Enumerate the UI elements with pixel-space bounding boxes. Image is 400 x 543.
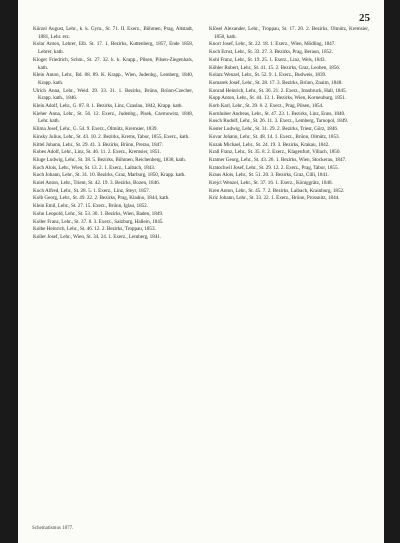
register-entry: Kobes Adolf, Lehr., Linz, St. 46. 11. 2. Exerz., Kremsier, 1851. — [33, 149, 162, 156]
register-entry: Kolb Georg, Lehr., St. 49. 22. 2. Bezirks, Prag, Kladno, 1844, kath. — [33, 195, 170, 202]
register-entry: Kniel Anton, Lehr., Trient, St. 42. 19. 3. Bezirks, Bozen, 1846. — [33, 180, 160, 187]
register-entry: Krall Franz, Lehr., St. 35. 8. 2. Exerz., Klagenfurt, Villach, 1850. — [209, 149, 341, 156]
register-entry: Kieher Anna, Lehr., St. 56. 12. Exerz., Judenbg., Pisek, Czernowitz, 1848, Lehr. kath. — [33, 110, 193, 125]
register-entry: Korb Karl, Lehr., St. 39. 6. 2. Exerz., Prag, Pilsen, 1854. — [209, 103, 324, 110]
register-entry: Kramer Georg, Lehr., St. 43. 26. 1. Bezirks, Wien, Stockerau, 1847. — [209, 156, 347, 163]
scan-border — [384, 0, 400, 543]
register-entry: Ulrich Anna, Lehr., Weid. 29. 33. 31. 1. Bezirks, Brünn, Brünn-Czecher, Krapp. kath., 1846. — [33, 87, 193, 102]
register-entry: Kohn Leopold, Lehr., St. 53. 30. 1. Bezirks, Wien, Baden, 1849. — [33, 210, 164, 217]
page-number: 25 — [359, 12, 370, 24]
right-column — [209, 26, 369, 242]
register-entry: Konrad Heinrich, Lehr., St. 36. 21. 2. Exerz., Innsbruck, Hall, 1845. — [209, 87, 347, 94]
page-footer: Schematismus 1877. — [32, 526, 74, 531]
register-entry: Kohl Franz, Lehr., St. 19. 25. 1. Exerz., Linz, Wels, 1843. — [209, 56, 326, 63]
register-entry: Kren Anton, Lehr., St. 45. 7. 2. Bezirks, Laibach, Krainburg, 1852. — [209, 187, 345, 194]
register-entry: Koller Josef, Lehr., Wien, St. 34. 24. 1. Exerz., Lemberg, 1841. — [33, 233, 162, 240]
register-entry: Kittel Johann, Lehr., St. 29. 41. 3. Bezirks, Brünn, Prerau, 1847. — [33, 141, 163, 148]
register-entry: Koch Johann, Lehr., St. 31. 10. Bezirks, Graz, Marburg, 1850, Krapp. kath. — [33, 172, 186, 179]
register-entry: Köhler Robert, Lehr., St. 41. 15. 2. Bezirks, Graz, Leoben, 1856. — [209, 64, 341, 71]
register-entry: Kratochwil Josef, Lehr., St. 29. 12. 2. Exerz., Prag, Tabor, 1855. — [209, 164, 339, 171]
register-entry: Kürzel August, Lehr., k. k. Gym., St. 71. II. Exerz., Böhmen, Prag, Altstadt, 1881, Lehr. erz. — [33, 26, 193, 40]
register-entry: Kluge Ludwig, Lehr., St. 38. 5. Bezirks, Böhmen, Reichenberg, 1838, kath. — [33, 156, 186, 163]
register-entry: Kolbe Heinrich, Lehr., St. 46. 12. 2. Bezirks, Troppau, 1853. — [33, 226, 156, 233]
document-page — [18, 0, 384, 543]
register-entry: Kriz Johann, Lehr., St. 33. 22. 1. Exerz., Brünn, Prossnitz, 1844. — [209, 195, 340, 202]
left-column — [33, 26, 193, 242]
register-entry: Klösel Alexander, Lehr., Troppau, St. 17. 20. 2. Bezirks, Olmütz, Kremsier, 1850, kath. — [209, 26, 369, 40]
register-entry: Kosch Rudolf, Lehr., St. 26. 11. 3. Exerz., Lemberg, Tarnopol, 1849. — [209, 118, 349, 125]
register-entry: Koster Ludwig, Lehr., St. 31. 29. 2. Bezirks, Triest, Görz, 1846. — [209, 126, 339, 133]
columns-container — [33, 26, 369, 242]
register-entry: Klein Emil, Lehr., St. 27. 15. Exerz., Brünn, Iglau, 1852. — [33, 203, 148, 210]
register-entry: Kraus Alois, Lehr., St. 51. 20. 3. Bezirks, Graz, Cilli, 1841. — [209, 172, 329, 179]
register-entry: Komarek Josef, Lehr., St. 28. 17. 3. Bezirks, Brünn, Znaim, 1848. — [209, 79, 343, 86]
register-entry: Kovar Johann, Lehr., St. 48. 14. 1. Exerz., Brünn, Olmütz, 1853. — [209, 133, 340, 140]
register-entry: Kopp Anton, Lehr., St. 44. 13. 1. Bezirks, Wien, Korneuburg, 1851. — [209, 95, 347, 102]
register-entry: Kinsky Julius, Lehr., St. 43. 10. 2. Bezirks, Krems, Tabor, 1855, Exerz., kath. — [33, 133, 190, 140]
register-entry: Klein Adolf, Lehr., G. 87. 8. 1. Bezirks, Linz, Czaslau, 1842, Krapp. kath. — [33, 103, 183, 110]
register-entry: Kolar Anton, Lehrer, Elb. St. 17. 1. Bezirks, Kuttenberg, 1857, Ende 1858, Lehrer, kath. — [33, 41, 193, 56]
register-entry: Koch Ernst, Lehr., St. 33. 27. 3. Bezirks, Prag, Beraun, 1852. — [209, 49, 333, 56]
register-entry: Koch Alois, Lehr., Wien, St. 13. 2. 1. Exerz., Laibach, 1843. — [33, 164, 155, 171]
register-entry: Knorr Josef, Lehr., St. 22. 18. 1. Exerz., Wien, Mödling, 1847. — [209, 41, 336, 48]
register-entry: Kloger Friedrich, Schm., St. 27. 32. k. k. Krapp., Pilsen, Pilsen-Ziegenhals, kath. — [33, 56, 193, 71]
register-entry: Koch Alfred, Lehr., St. 28. 5. 1. Exerz., Linz, Steyr, 1857. — [33, 187, 150, 194]
register-entry: Kolarz Wenzel, Lehr., St. 52. 9. 1. Exerz., Budweis, 1839. — [209, 72, 327, 79]
register-entry: Klein Anton, Lehr., Bd. 88. 89. K. Krapp., Wien, Judenbg., Lemberg, 1840, Krapp. kath. — [33, 72, 193, 86]
register-entry: Koller Franz, Lehr., St. 37. 8. 3. Exerz., Salzburg, Hallein, 1845. — [33, 218, 164, 225]
register-entry: Klima Josef, Lehr., G. 54. 9. Exerz., Olmütz, Kremsier, 1839. — [33, 126, 158, 133]
register-entry: Kornhuber Andreas, Lehr., St. 47. 23. 1. Bezirks, Linz, Enns, 1840. — [209, 110, 346, 117]
register-entry: Kozak Michael, Lehr., St. 24. 19. 3. Bezirks, Krakau, 1842. — [209, 141, 330, 148]
register-entry: Krejci Wenzel, Lehr., St. 37. 16. 1. Exerz., Königgrätz, 1848. — [209, 180, 333, 187]
